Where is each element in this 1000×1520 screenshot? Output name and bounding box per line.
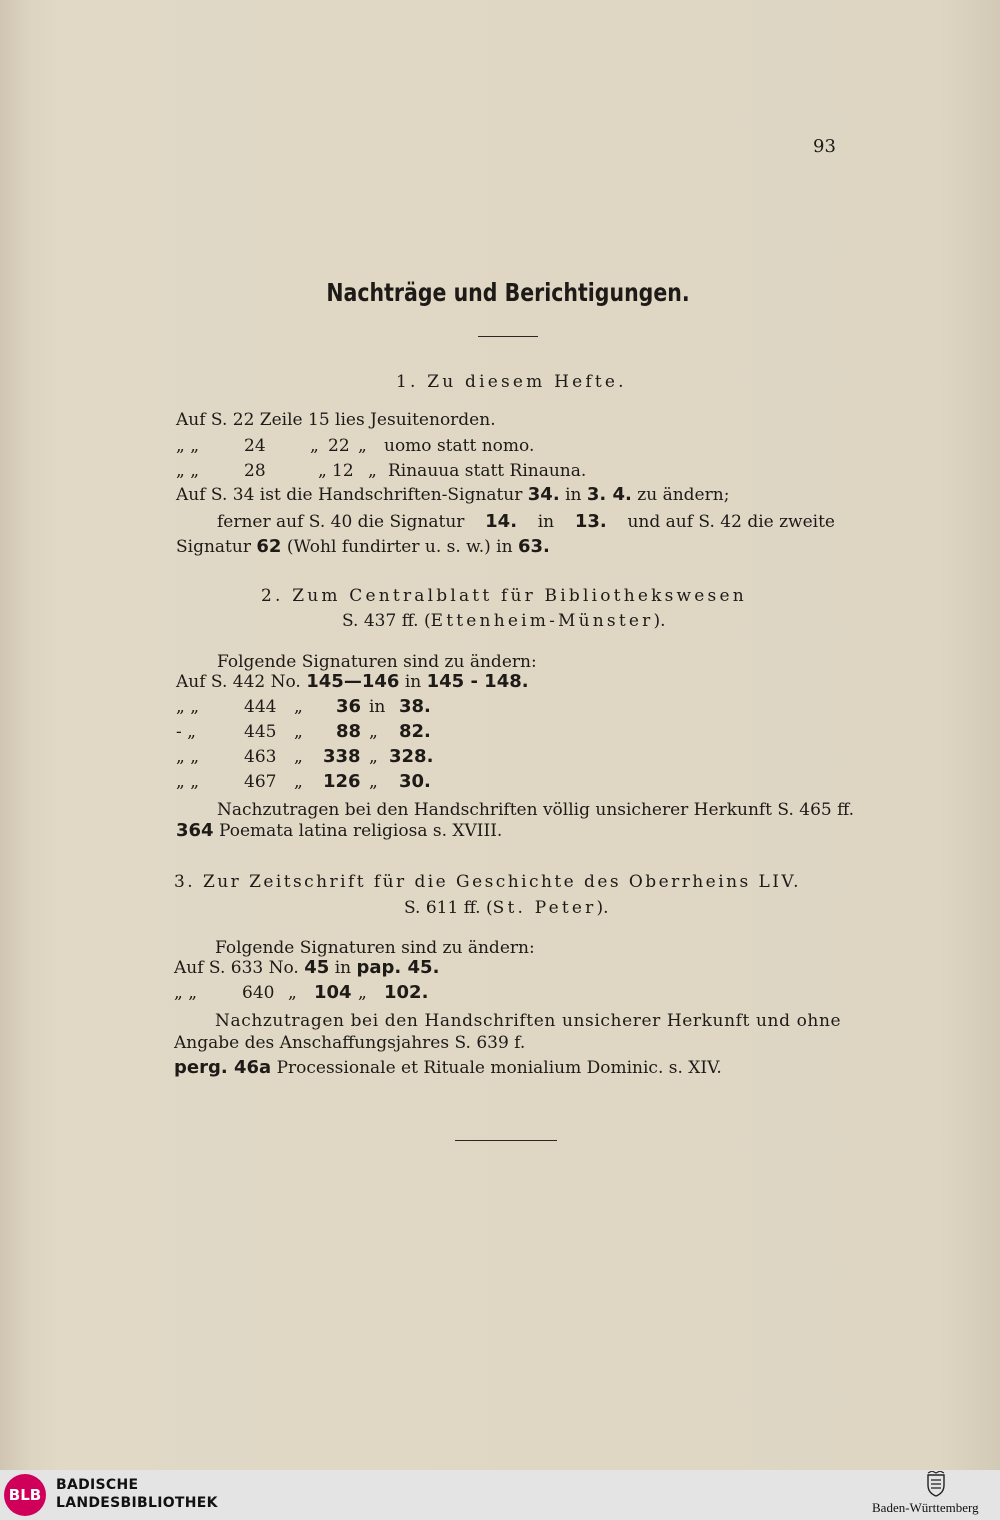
s2-row-4 [176,747,433,767]
s2-row-5 [176,772,431,792]
title-divider [478,336,538,337]
s3-entry [174,1058,722,1078]
line-ref: 12 [332,461,354,481]
signature-old: 104 [314,982,352,1003]
page-ref: 445 [244,722,277,742]
signature-new: 3. 4. [586,484,632,505]
blb-logo: BLB [4,1474,46,1516]
s1-line-1: Auf S. 22 Zeile 15 lies Jesuitenorden. [176,410,496,430]
coat-of-arms-icon [925,1471,947,1497]
ditto-mark: „ [368,461,377,481]
correction-text: uomo statt nomo. [384,436,535,456]
signature-new: 38. [399,696,431,717]
s3-row-2 [174,983,428,1003]
s3-note-2: Angabe des Anschaffungsjahres S. 639 f. [174,1033,526,1053]
signature-old: 145—146 [306,671,400,692]
text: „ [369,722,378,742]
line-ref: 22 [328,436,350,456]
ditto-mark: „ [358,436,367,456]
signature-new: 63. [517,536,550,557]
section-3-subheading [404,898,609,918]
s3-note-1 [215,1011,842,1031]
text: ). [653,611,666,631]
signature-new: 13. [574,511,607,532]
ditto-mark: „ [318,461,327,481]
ditto-mark: „ [288,983,297,1003]
s3-intro: Folgende Signaturen sind zu ändern: [215,938,535,958]
page-ref: 28 [244,461,266,481]
signature-new: 30. [399,771,431,792]
ditto-mark: „ [310,436,319,456]
text: und auf S. 42 die zweite [627,512,835,532]
text: in [404,672,422,692]
library-name-line-1: BADISCHE [56,1477,139,1493]
state-name: Baden-Württemberg [872,1500,979,1515]
s2-entry [176,821,502,841]
text: Auf S. 442 No. [176,672,301,692]
page-ref: 463 [244,747,277,767]
signature-new: 82. [399,721,431,742]
s2-row-2 [176,697,431,717]
text: in [369,697,386,717]
text: „ [369,747,378,767]
end-divider [455,1140,557,1141]
page-title: Nachträge und Berichtigungen. [326,278,690,307]
correction-text: Rinauua statt Rinauna. [388,461,587,481]
signature-new: 328. [389,746,434,767]
text: in [537,512,555,532]
signature-old: 88 [336,721,362,742]
signature-old: 62 [256,536,282,557]
section-2-heading: 2. Zum Centralblatt für Bibliothekswesen [261,586,747,606]
page-ref: 24 [244,436,266,456]
s1-line-5 [217,512,835,532]
ditto-mark: „ „ [176,747,200,767]
text: S. 437 ff. ( [342,611,431,631]
section-2-subheading [342,611,666,631]
text: zu ändern; [637,485,730,505]
provenance: Ettenheim-Münster [430,611,654,631]
text: Auf S. 633 No. [174,958,299,978]
section-1-heading: 1. Zu diesem Hefte. [396,372,627,392]
ditto-mark: „ „ [176,697,200,717]
ditto-mark: „ [294,747,303,767]
ditto-mark: „ [294,697,303,717]
manuscript-title: Poemata latina religiosa s. XVIII. [218,821,503,841]
note-text: Nachzutragen bei den Handschriften unsicherer Herkunft und ohne [215,1011,842,1031]
signature-old: 126 [323,771,361,792]
ditto-mark: „ „ [176,436,200,456]
page-ref: 467 [244,772,277,792]
page-ref: 444 [244,697,277,717]
text: (Wohl fundirter u. s. w.) in [286,537,513,557]
s1-line-2 [176,436,534,456]
text: „ [369,772,378,792]
text: „ [358,983,367,1003]
signature-old: 45 [304,957,330,978]
signature-new: 145 - 148. [426,671,529,692]
manuscript-title: Processionale et Rituale monialium Dominic. s. XIV. [276,1058,722,1078]
s1-line-4 [176,485,729,505]
ditto-mark: „ [294,722,303,742]
signature-old: 338 [323,746,361,767]
signature-old: 14. [485,511,518,532]
s1-line-6 [176,537,550,557]
ditto-mark: „ „ [176,772,200,792]
signature-old: 36 [336,696,362,717]
text: in [334,958,352,978]
section-3-heading: 3. Zur Zeitschrift für die Geschichte des Oberrheins LIV. [174,872,802,892]
page-number: 93 [813,136,836,157]
s2-note: Nachzutragen bei den Handschriften völlig unsicherer Herkunft S. 465 ff. [217,800,854,820]
text: ). [596,898,609,918]
text: ferner auf S. 40 die Signatur [217,512,465,532]
signature-new: 364 [176,820,214,841]
s3-row-1 [174,958,439,978]
s1-line-3 [176,461,586,481]
text: in [565,485,582,505]
s2-row-1 [176,672,529,692]
ditto-mark: - „ [176,722,196,742]
text: Signatur [176,537,251,557]
ditto-mark: „ „ [174,983,198,1003]
provenance: St. Peter [492,898,597,918]
library-name-line-2: LANDESBIBLIOTHEK [56,1495,218,1511]
signature-old: 34. [527,484,560,505]
s2-row-3 [176,722,431,742]
ditto-mark: „ [294,772,303,792]
signature-new: 102. [384,982,429,1003]
text: S. 611 ff. ( [404,898,493,918]
s2-intro: Folgende Signaturen sind zu ändern: [217,652,537,672]
text: Auf S. 34 ist die Handschriften-Signatur [176,485,523,505]
signature-new: pap. 45. [356,957,440,978]
ditto-mark: „ „ [176,461,200,481]
page-ref: 640 [242,983,275,1003]
signature-new: perg. 46a [174,1057,272,1078]
